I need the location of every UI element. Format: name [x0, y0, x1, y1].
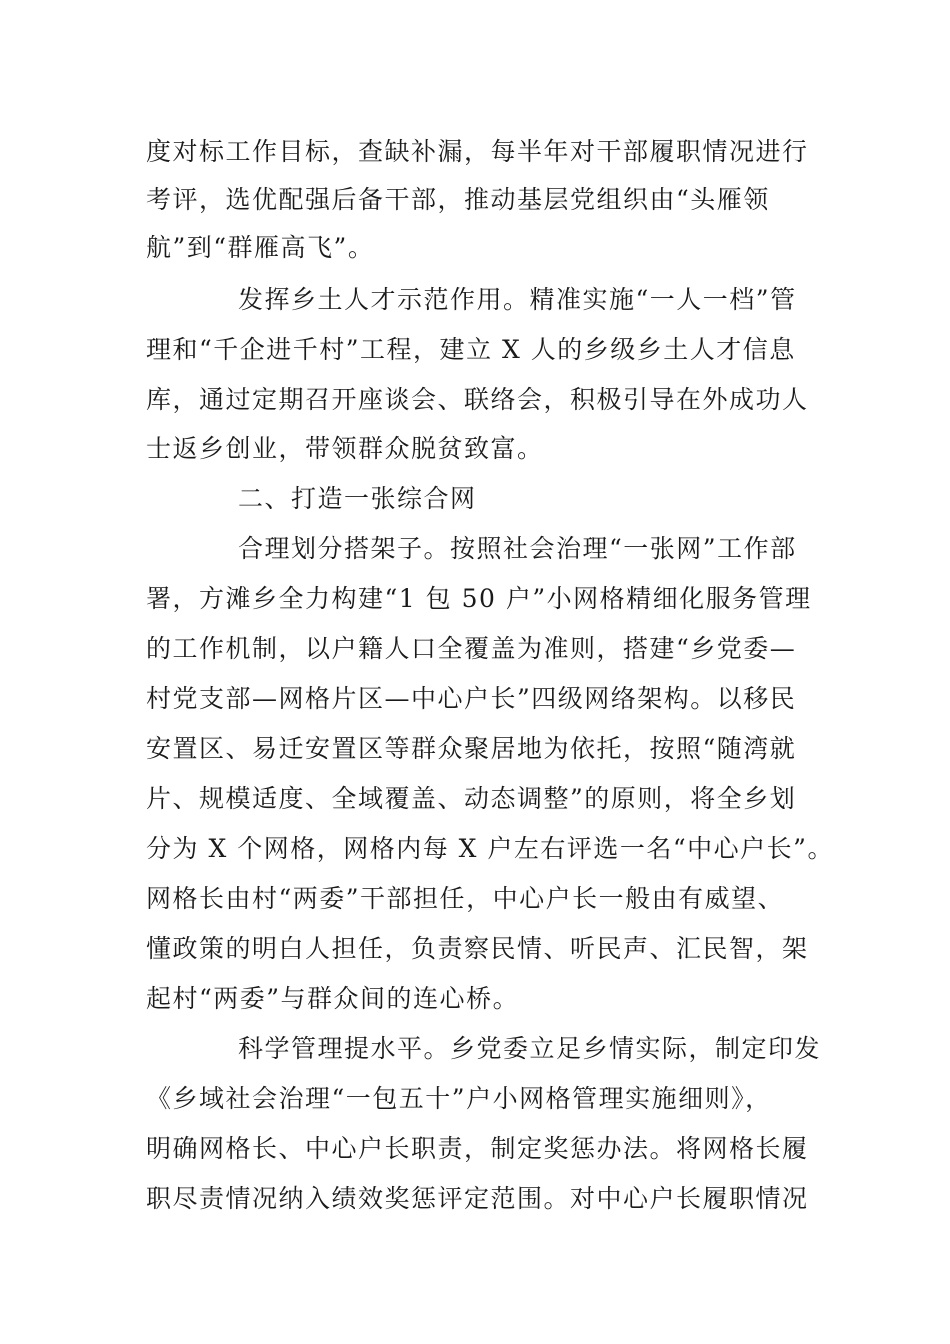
text-line: 的工作机制，以户籍人口全覆盖为准则，搭建“乡党委—: [146, 634, 797, 663]
text-line: 库，通过定期召开座谈会、联络会，积极引导在外成功人: [146, 385, 809, 414]
text-line: 明确网格长、中心户长职责，制定奖惩办法。将网格长履: [146, 1134, 809, 1163]
text-line: 理和“千企进千村”工程，建立 X 人的乡级乡土人才信息: [146, 335, 796, 364]
section-heading: 二、打造一张综合网: [238, 484, 477, 513]
paragraph-first-line: 科学管理提水平。乡党委立足乡情实际，制定印发: [238, 1034, 822, 1063]
paragraph-first-line: 发挥乡土人才示范作用。精准实施“一人一档”管: [238, 285, 797, 314]
text-line: 分为 X 个网格，网格内每 X 户左右评选一名“中心户长”。: [146, 834, 834, 863]
paragraph-first-line: 合理划分搭架子。按照社会治理“一张网”工作部: [238, 534, 797, 563]
text-line: 懂政策的明白人担任，负责察民情、听民声、汇民智，架: [146, 934, 809, 963]
text-line: 片、规模适度、全域覆盖、动态调整”的原则，将全乡划: [146, 784, 797, 813]
text-line: 村党支部—网格片区—中心户长”四级网络架构。以移民: [146, 684, 797, 713]
text-line: 署，方滩乡全力构建“1 包 50 户”小网格精细化服务管理: [146, 584, 812, 613]
text-line: 起村“两委”与群众间的连心桥。: [146, 984, 520, 1013]
text-line: 考评，选优配强后备干部，推动基层党组织由“头雁领: [146, 185, 770, 214]
text-line: 网格长由村“两委”干部担任，中心户长一般由有威望、: [146, 884, 785, 913]
text-line: 《乡域社会治理“一包五十”户小网格管理实施细则》，: [146, 1084, 772, 1113]
text-line: 士返乡创业，带领群众脱贫致富。: [146, 434, 544, 463]
text-line: 航”到“群雁高飞”。: [146, 233, 375, 262]
text-line: 安置区、易迁安置区等群众聚居地为依托，按照“随湾就: [146, 734, 797, 763]
text-line: 度对标工作目标，查缺补漏，每半年对干部履职情况进行: [146, 137, 809, 166]
text-line: 职尽责情况纳入绩效奖惩评定范围。对中心户长履职情况: [146, 1184, 809, 1213]
